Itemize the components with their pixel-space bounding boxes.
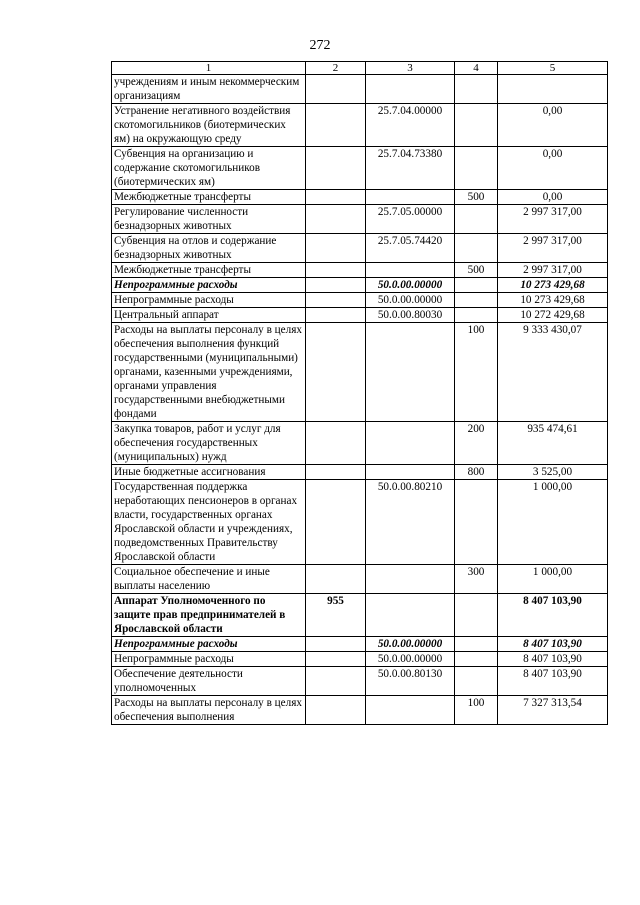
row-name-cell: Закупка товаров, работ и услуг для обеспечения государственных (муниципальных) нужд xyxy=(112,422,306,465)
target-article-cell xyxy=(366,75,455,104)
row-name-cell: Устранение негативного воздействия скотомогильников (биотермических ям) на окружающую среду xyxy=(112,104,306,147)
expense-type-cell xyxy=(455,147,498,190)
expense-type-cell xyxy=(455,75,498,104)
target-article-cell: 50.0.00.80130 xyxy=(366,667,455,696)
amount-cell: 8 407 103,90 xyxy=(498,594,608,637)
table-row xyxy=(112,323,608,422)
expense-type-cell xyxy=(455,594,498,637)
amount-cell: 8 407 103,90 xyxy=(498,667,608,696)
ministry-code-cell xyxy=(306,278,366,293)
table-row xyxy=(112,637,608,652)
ministry-code-cell xyxy=(306,147,366,190)
expense-type-cell xyxy=(455,293,498,308)
target-article-cell: 25.7.05.74420 xyxy=(366,234,455,263)
ministry-code-cell xyxy=(306,190,366,205)
target-article-cell: 50.0.00.00000 xyxy=(366,278,455,293)
expense-type-cell: 100 xyxy=(455,323,498,422)
ministry-code-cell: 955 xyxy=(306,594,366,637)
ministry-code-cell xyxy=(306,422,366,465)
expense-type-cell xyxy=(455,308,498,323)
amount-cell: 1 000,00 xyxy=(498,565,608,594)
target-article-cell: 50.0.00.80210 xyxy=(366,480,455,565)
amount-cell: 0,00 xyxy=(498,190,608,205)
amount-cell: 2 997 317,00 xyxy=(498,234,608,263)
target-article-cell: 50.0.00.80030 xyxy=(366,308,455,323)
ministry-code-cell xyxy=(306,637,366,652)
target-article-cell: 50.0.00.00000 xyxy=(366,293,455,308)
target-article-cell: 25.7.04.00000 xyxy=(366,104,455,147)
row-name-cell: Расходы на выплаты персоналу в целях обеспечения выполнения функций государственными (муниципальными) органами, казенными учреждениями, органами управления государственными внебюджетными фондами xyxy=(112,323,306,422)
target-article-cell xyxy=(366,594,455,637)
amount-cell: 2 997 317,00 xyxy=(498,263,608,278)
ministry-code-cell xyxy=(306,652,366,667)
amount-cell xyxy=(498,75,608,104)
expense-type-cell xyxy=(455,205,498,234)
row-name-cell: Иные бюджетные ассигнования xyxy=(112,465,306,480)
table-row xyxy=(112,594,608,637)
table-row xyxy=(112,293,608,308)
table-row xyxy=(112,565,608,594)
table-row xyxy=(112,308,608,323)
table-row xyxy=(112,480,608,565)
expense-type-cell xyxy=(455,480,498,565)
expense-type-cell: 200 xyxy=(455,422,498,465)
target-article-cell xyxy=(366,323,455,422)
row-name-cell: учреждениям и иным некоммерческим организациям xyxy=(112,75,306,104)
expense-type-cell xyxy=(455,652,498,667)
expense-type-cell xyxy=(455,104,498,147)
amount-cell: 0,00 xyxy=(498,104,608,147)
table-row xyxy=(112,667,608,696)
ministry-code-cell xyxy=(306,308,366,323)
row-name-cell: Непрограммные расходы xyxy=(112,652,306,667)
expense-type-cell: 500 xyxy=(455,263,498,278)
ministry-code-cell xyxy=(306,667,366,696)
ministry-code-cell xyxy=(306,263,366,278)
expense-type-cell: 800 xyxy=(455,465,498,480)
ministry-code-cell xyxy=(306,104,366,147)
table-row xyxy=(112,234,608,263)
table-row xyxy=(112,190,608,205)
header-col-5: 5 xyxy=(498,62,608,75)
ministry-code-cell xyxy=(306,234,366,263)
row-name-cell: Непрограммные расходы xyxy=(112,293,306,308)
expense-type-cell xyxy=(455,278,498,293)
expense-type-cell: 300 xyxy=(455,565,498,594)
table-row xyxy=(112,205,608,234)
row-name-cell: Непрограммные расходы xyxy=(112,278,306,293)
amount-cell: 9 333 430,07 xyxy=(498,323,608,422)
row-name-cell: Межбюджетные трансферты xyxy=(112,190,306,205)
amount-cell: 0,00 xyxy=(498,147,608,190)
row-name-cell: Центральный аппарат xyxy=(112,308,306,323)
amount-cell: 8 407 103,90 xyxy=(498,652,608,667)
ministry-code-cell xyxy=(306,696,366,725)
expense-type-cell xyxy=(455,234,498,263)
amount-cell: 7 327 313,54 xyxy=(498,696,608,725)
row-name-cell: Социальное обеспечение и иные выплаты населению xyxy=(112,565,306,594)
table-row xyxy=(112,696,608,725)
table-row xyxy=(112,465,608,480)
row-name-cell: Регулирование численности безнадзорных животных xyxy=(112,205,306,234)
target-article-cell xyxy=(366,190,455,205)
row-name-cell: Непрограммные расходы xyxy=(112,637,306,652)
ministry-code-cell xyxy=(306,293,366,308)
page-number: 272 xyxy=(309,38,331,53)
row-name-cell: Аппарат Уполномоченного по защите прав предпринимателей в Ярославской области xyxy=(112,594,306,637)
row-name-cell: Межбюджетные трансферты xyxy=(112,263,306,278)
ministry-code-cell xyxy=(306,75,366,104)
ministry-code-cell xyxy=(306,205,366,234)
expense-type-cell xyxy=(455,667,498,696)
target-article-cell: 50.0.00.00000 xyxy=(366,637,455,652)
target-article-cell: 25.7.04.73380 xyxy=(366,147,455,190)
ministry-code-cell xyxy=(306,465,366,480)
amount-cell: 1 000,00 xyxy=(498,480,608,565)
amount-cell: 10 273 429,68 xyxy=(498,278,608,293)
amount-cell: 10 273 429,68 xyxy=(498,293,608,308)
budget-table xyxy=(111,61,608,725)
target-article-cell xyxy=(366,696,455,725)
amount-cell: 8 407 103,90 xyxy=(498,637,608,652)
table-row xyxy=(112,422,608,465)
amount-cell: 2 997 317,00 xyxy=(498,205,608,234)
amount-cell: 3 525,00 xyxy=(498,465,608,480)
header-col-1: 1 xyxy=(112,62,306,75)
header-col-4: 4 xyxy=(455,62,498,75)
ministry-code-cell xyxy=(306,480,366,565)
expense-type-cell: 500 xyxy=(455,190,498,205)
table-row xyxy=(112,278,608,293)
row-name-cell: Расходы на выплаты персоналу в целях обеспечения выполнения xyxy=(112,696,306,725)
header-col-2: 2 xyxy=(306,62,366,75)
target-article-cell xyxy=(366,465,455,480)
table-row xyxy=(112,104,608,147)
expense-type-cell: 100 xyxy=(455,696,498,725)
table-header-row xyxy=(112,62,608,75)
row-name-cell: Обеспечение деятельности уполномоченных xyxy=(112,667,306,696)
table-row xyxy=(112,147,608,190)
table-row xyxy=(112,75,608,104)
target-article-cell xyxy=(366,565,455,594)
target-article-cell: 50.0.00.00000 xyxy=(366,652,455,667)
table-row xyxy=(112,263,608,278)
target-article-cell: 25.7.05.00000 xyxy=(366,205,455,234)
target-article-cell xyxy=(366,263,455,278)
row-name-cell: Субвенция на организацию и содержание скотомогильников (биотермических ям) xyxy=(112,147,306,190)
expense-type-cell xyxy=(455,637,498,652)
row-name-cell: Государственная поддержка неработающих пенсионеров в органах власти, государственных органах Ярославской области и учреждениях, подведомственных Правительству Ярославской области xyxy=(112,480,306,565)
amount-cell: 935 474,61 xyxy=(498,422,608,465)
header-col-3: 3 xyxy=(366,62,455,75)
ministry-code-cell xyxy=(306,565,366,594)
target-article-cell xyxy=(366,422,455,465)
ministry-code-cell xyxy=(306,323,366,422)
amount-cell: 10 272 429,68 xyxy=(498,308,608,323)
row-name-cell: Субвенция на отлов и содержание безнадзорных животных xyxy=(112,234,306,263)
table-row xyxy=(112,652,608,667)
